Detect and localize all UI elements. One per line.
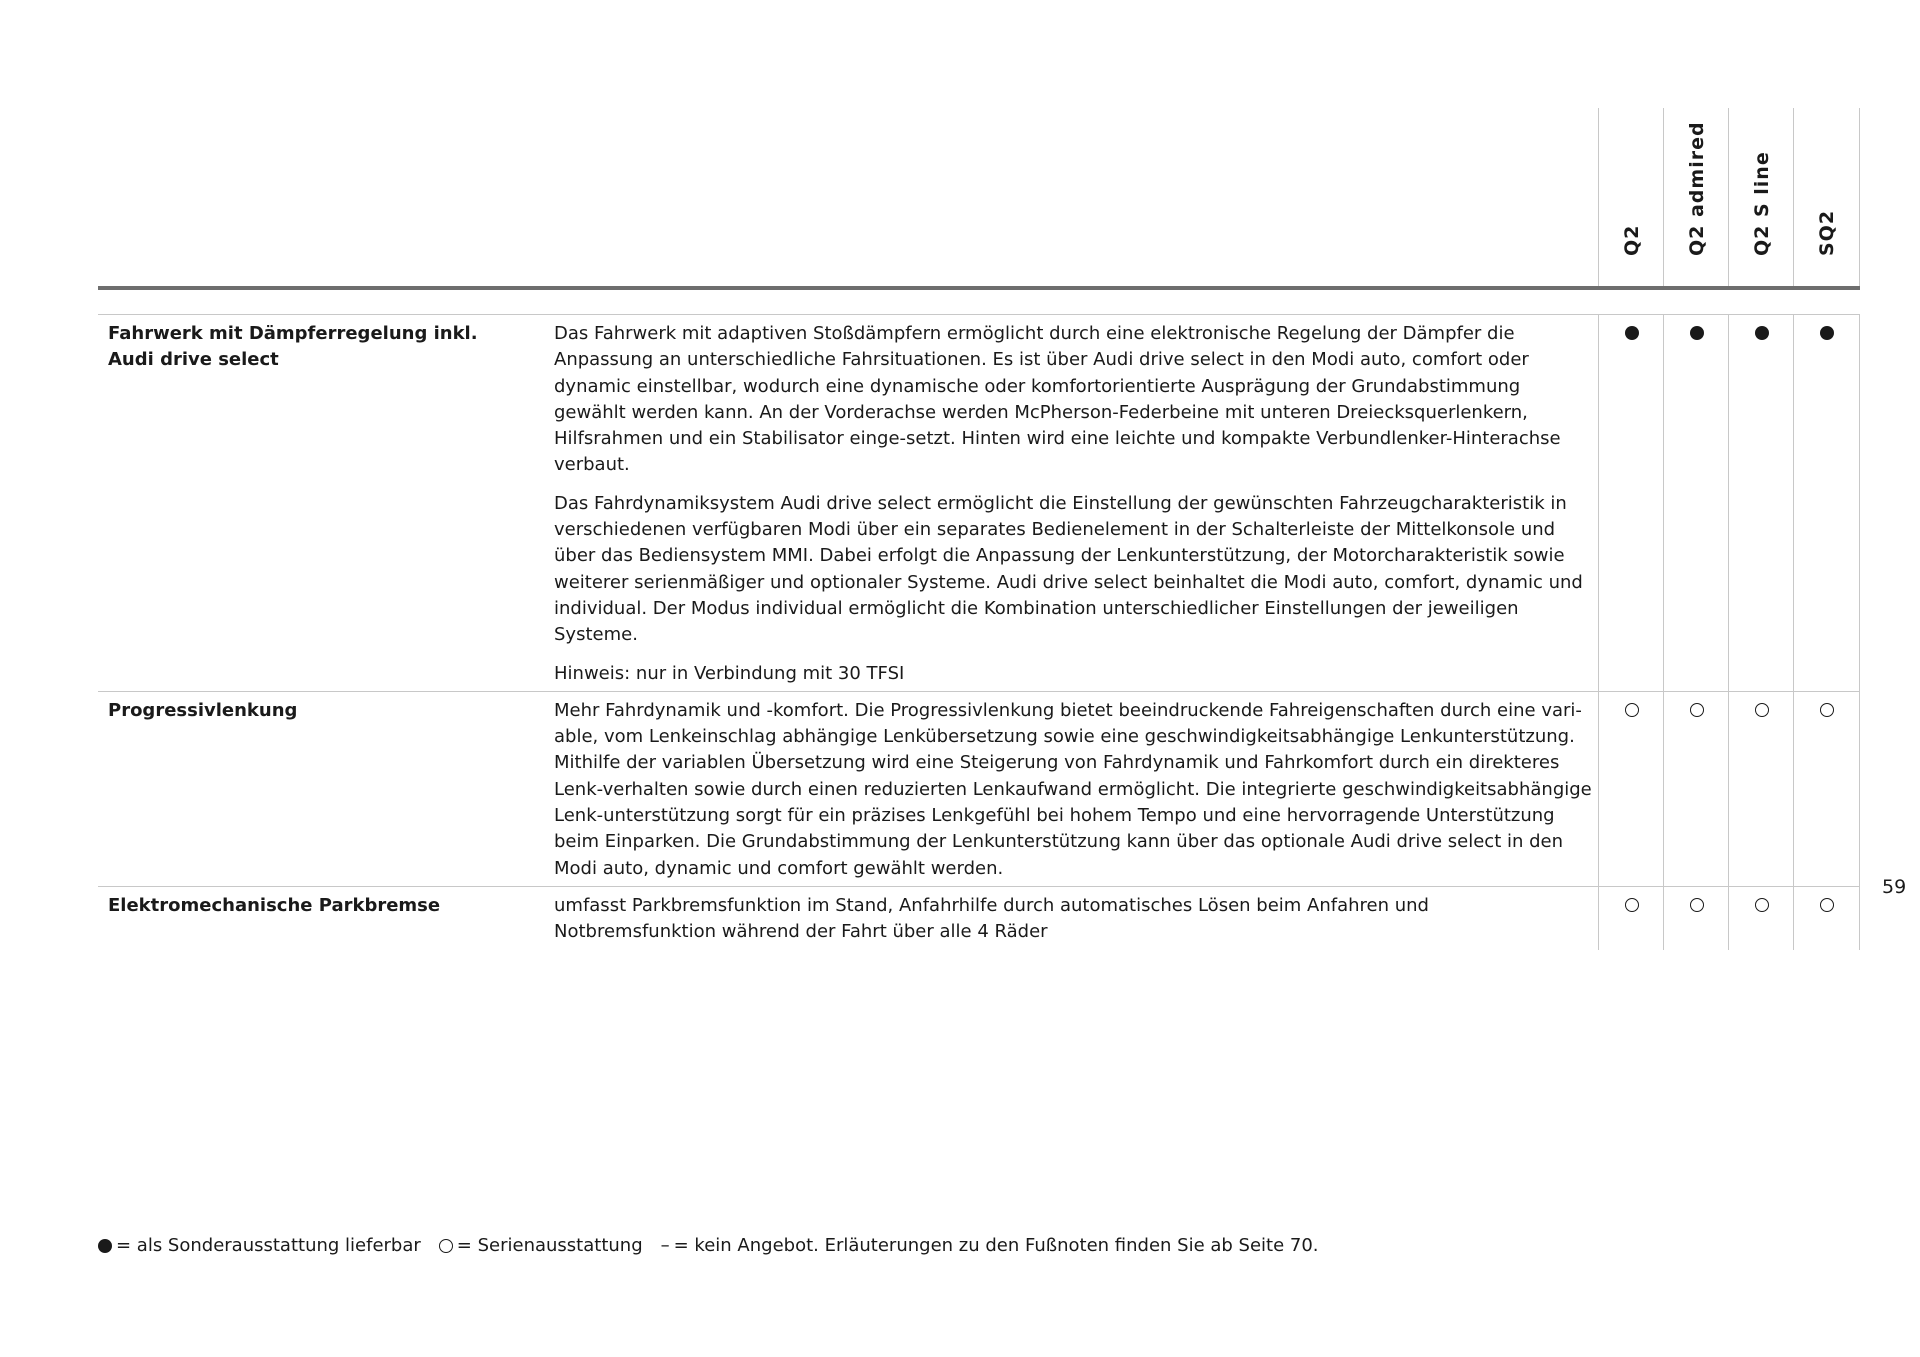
availability-cell <box>1598 887 1664 950</box>
optional-dot-icon <box>1690 326 1704 340</box>
column-label-sq2: SQ2 <box>1815 209 1838 256</box>
page-number: 59 <box>1882 876 1907 898</box>
filled-dot-icon <box>98 1239 112 1253</box>
feature-description <box>554 692 1594 886</box>
legend <box>98 1234 1337 1258</box>
availability-marks <box>1598 887 1860 950</box>
feature-name: Fahrwerk mit Dämpferregelung inkl. Audi drive select <box>108 323 478 370</box>
column-header-q2 <box>1598 108 1664 288</box>
legend-item-optional <box>98 1234 421 1258</box>
standard-circle-icon <box>1690 703 1704 717</box>
legend-optional-text: = als Sonderausstattung lieferbar <box>116 1235 421 1256</box>
availability-cell <box>1663 692 1729 886</box>
column-label-q2: Q2 <box>1620 224 1643 256</box>
feature-name: Progressivlenkung <box>108 699 298 721</box>
description-paragraph: umfasst Parkbremsfunktion im Stand, Anfahrhilfe durch automatisches Lösen beim Anfahren und Notbremsfunktion während der Fahrt über alle 4 Räder <box>554 894 1429 943</box>
feature-name: Elektromechanische Parkbremse <box>108 894 441 916</box>
availability-cell <box>1728 692 1794 886</box>
standard-circle-icon <box>1755 703 1769 717</box>
standard-circle-icon <box>1625 898 1639 912</box>
legend-item-none <box>661 1234 1319 1258</box>
availability-cell <box>1598 315 1664 691</box>
standard-circle-icon <box>1755 898 1769 912</box>
standard-circle-icon <box>1820 703 1834 717</box>
description-paragraph: Mehr Fahrdynamik und -komfort. Die Progressivlenkung bietet beeindruckende Fahreigenschaften durch eine vari-able, vom Lenkeinschlag abhängige Lenkübersetzung sowie eine geschwindigkeitsabhängige Lenkunterstützung. Mithilfe der variablen Übersetzung wird eine Steigerung von Fahrdynamik und Fahrkomfort durch ein direkteres Lenk-verhalten sowie durch einen reduzierten Lenkaufwand ermöglicht. Die integrierte geschwindigkeitsabhängige Lenk-unterstützung sorgt für ein präzises Lenkgefühl bei hohem Tempo und eine hervorragende Unterstützung beim Einparken. Die Grundabstimmung der Lenkunterstützung kann über das optionale Audi drive select in den Modi auto, dynamic und comfort gewählt werden. <box>554 699 1592 879</box>
availability-marks <box>1598 692 1860 886</box>
feature-description <box>554 887 1594 950</box>
availability-cell <box>1728 315 1794 691</box>
column-header-q2-s-line <box>1728 108 1794 288</box>
legend-standard-text: = Serienausstattung <box>456 1235 643 1256</box>
legend-none-text: = kein Angebot. Erläuterungen zu den Fußnoten finden Sie ab Seite 70. <box>673 1235 1319 1256</box>
availability-cell <box>1793 315 1860 691</box>
table-row <box>98 887 1860 950</box>
standard-circle-icon <box>1690 898 1704 912</box>
dash-icon: – <box>660 1235 670 1256</box>
availability-cell <box>1598 692 1664 886</box>
column-header-q2-admired <box>1663 108 1729 288</box>
column-header-row <box>98 108 1860 288</box>
legend-item-standard <box>439 1234 643 1258</box>
standard-circle-icon <box>1820 898 1834 912</box>
table-row <box>98 315 1860 692</box>
optional-dot-icon <box>1755 326 1769 340</box>
availability-cell <box>1663 887 1729 950</box>
availability-cell <box>1793 887 1860 950</box>
column-label-q2-admired: Q2 admired <box>1685 121 1708 256</box>
table-row <box>98 692 1860 887</box>
availability-cell <box>1793 692 1860 886</box>
header-divider <box>98 286 1860 290</box>
standard-circle-icon <box>1625 703 1639 717</box>
open-circle-icon <box>439 1239 453 1253</box>
description-paragraph: Das Fahrdynamiksystem Audi drive select ermöglicht die Einstellung der gewünschten Fahrzeugcharakteristik in verschiedenen verfügbaren Modi über ein separates Bedienelement in der Schalterleiste der Mittelkonsole und über das Bediensystem MMI. Dabei erfolgt die Anpassung der Lenkunterstützung, der Motorcharakteristik sowie weiterer serienmäßiger und optionaler Systeme. Audi drive select beinhaltet die Modi auto, comfort, dynamic und individual. Der Modus individual ermöglicht die Kombination unterschiedlicher Einstellungen der jeweiligen Systeme. <box>554 492 1583 646</box>
description-paragraph: Das Fahrwerk mit adaptiven Stoßdämpfern ermöglicht durch eine elektronische Regelung der Dämpfer die Anpassung an unterschiedliche Fahrsituationen. Es ist über Audi drive select in den Modi auto, comfort oder dynamic einstellbar, wodurch eine dynamische oder komfortorientierte Ausprägung der Grundabstimmung gewählt werden kann. An der Vorderachse werden McPherson-Federbeine mit unteren Dreiecksquerlenkern, Hilfsrahmen und ein Stabilisator einge-setzt. Hinten wird eine leichte und kompakte Verbundlenker-Hinterachse verbaut. <box>554 323 1561 476</box>
description-note: Hinweis: nur in Verbindung mit 30 TFSI <box>554 662 905 684</box>
optional-dot-icon <box>1625 326 1639 340</box>
column-header-sq2 <box>1793 108 1860 288</box>
feature-table <box>98 314 1860 950</box>
availability-cell <box>1728 887 1794 950</box>
column-label-q2-s-line: Q2 S line <box>1750 151 1773 256</box>
feature-description <box>554 315 1594 691</box>
availability-cell <box>1663 315 1729 691</box>
availability-marks <box>1598 315 1860 691</box>
optional-dot-icon <box>1820 326 1834 340</box>
